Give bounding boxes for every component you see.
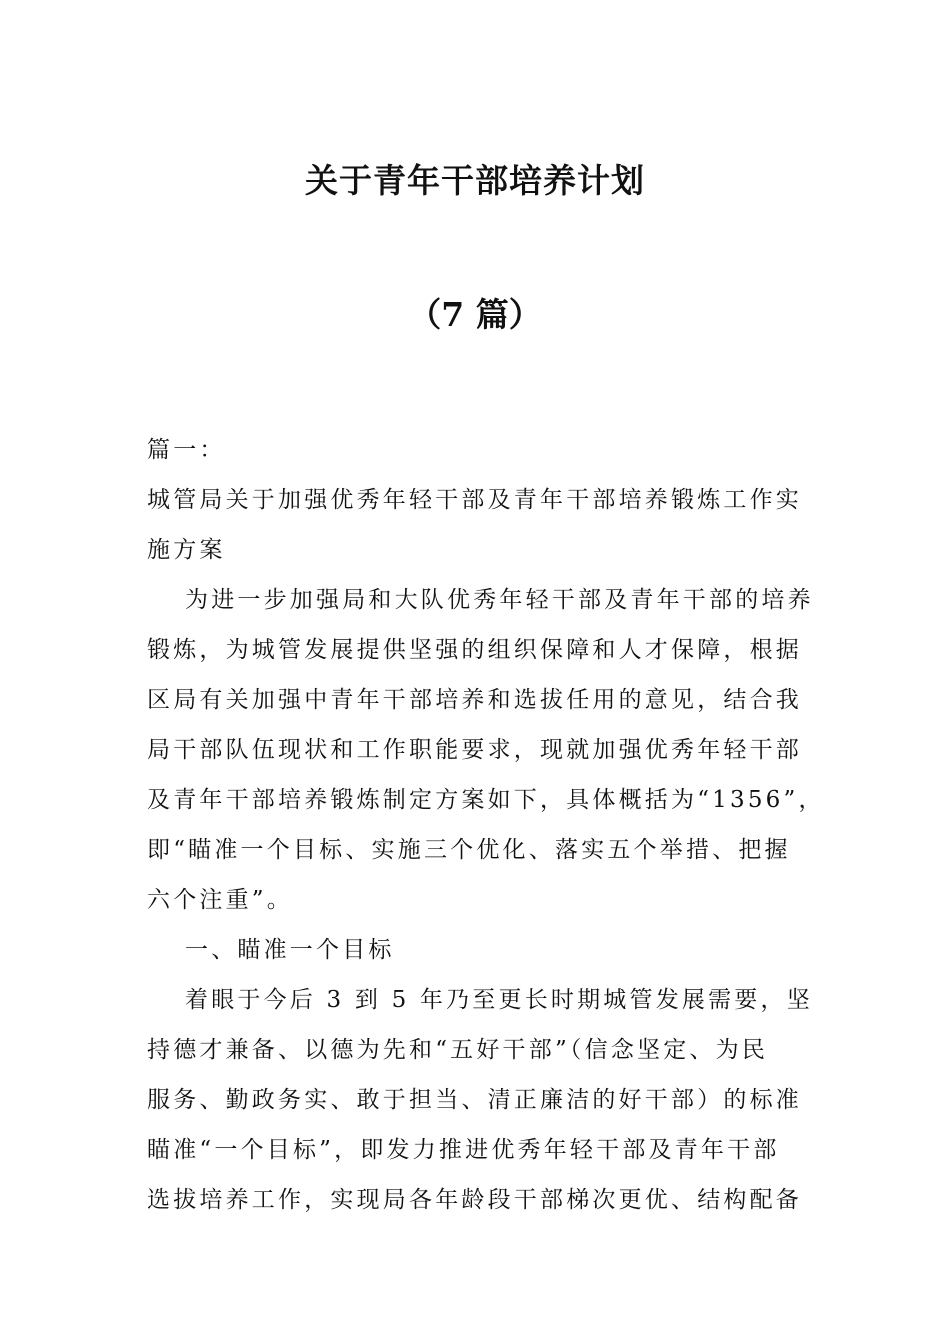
subsection-heading: 一、瞄准一个目标 bbox=[185, 937, 395, 963]
paragraph-line: 局干部队伍现状和工作职能要求，现就加强优秀年轻干部 bbox=[147, 737, 802, 763]
paragraph-line: 服务、勤政务实、敢于担当、清正廉洁的好干部）的标准 bbox=[147, 1087, 802, 1113]
paragraph-line: 锻炼，为城管发展提供坚强的组织保障和人才保障，根据 bbox=[147, 637, 802, 663]
document-title: 关于青年干部培养计划 bbox=[305, 161, 645, 200]
paragraph-line: 及青年干部培养锻炼制定方案如下，具体概括为“1356”， bbox=[147, 787, 825, 813]
paragraph-line: 瞄准“一个目标”，即发力推进优秀年轻干部及青年干部 bbox=[147, 1137, 780, 1163]
document-subtitle: （7 篇） bbox=[408, 295, 542, 334]
paragraph-line: 区局有关加强中青年干部培养和选拔任用的意见，结合我 bbox=[147, 687, 802, 713]
paragraph-line: 着眼于今后 3 到 5 年乃至更长时期城管发展需要，坚 bbox=[185, 987, 813, 1013]
section-label: 篇一： bbox=[147, 437, 226, 463]
section-heading-line: 城管局关于加强优秀年轻干部及青年干部培养锻炼工作实 bbox=[147, 487, 802, 513]
paragraph-line: 持德才兼备、以德为先和“五好干部”（信念坚定、为民 bbox=[147, 1037, 769, 1063]
paragraph-line: 选拔培养工作，实现局各年龄段干部梯次更优、结构配备 bbox=[147, 1187, 802, 1213]
paragraph-line: 即“瞄准一个目标、实施三个优化、落实五个举措、把握 bbox=[147, 837, 791, 863]
paragraph-line: 为进一步加强局和大队优秀年轻干部及青年干部的培养 bbox=[185, 587, 814, 613]
section-heading-line: 施方案 bbox=[147, 537, 226, 563]
paragraph-line: 六个注重”。 bbox=[147, 887, 293, 913]
